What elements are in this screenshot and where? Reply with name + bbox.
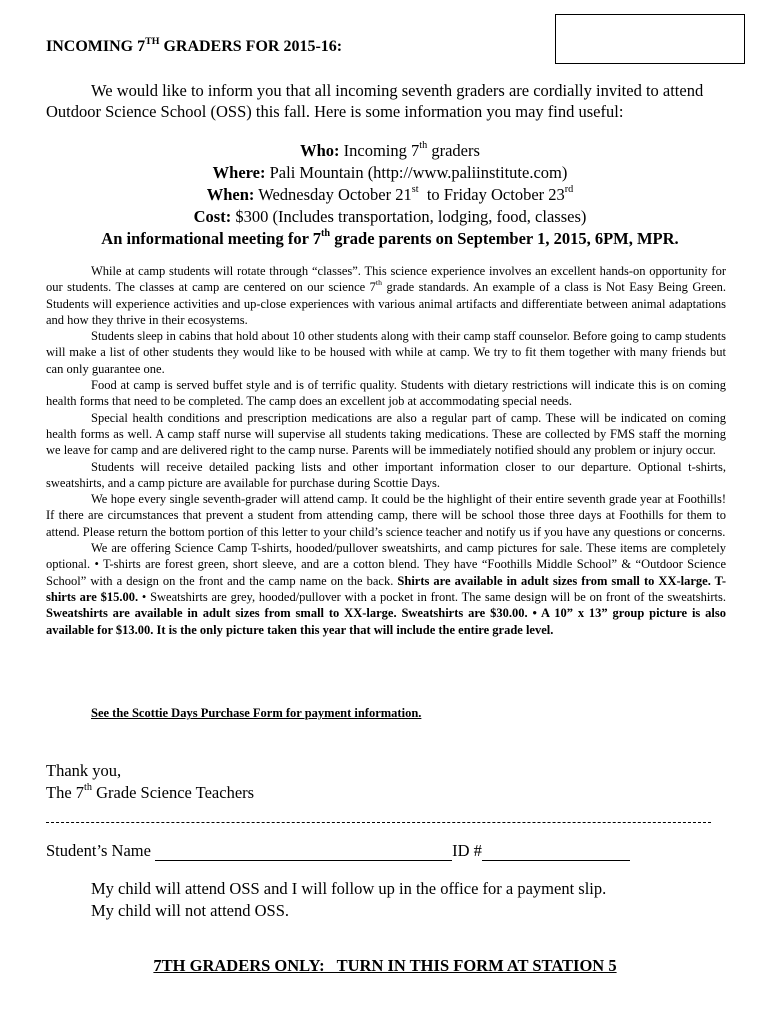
intro-paragraph: We would like to inform you that all incoming seventh graders are cordially invited to attend Outdoor Science School (OSS) this fall. Here is some information you may find useful:	[46, 81, 704, 121]
student-name-label: Student’s Name	[46, 841, 156, 860]
where-line: Where: Pali Mountain (http://www.paliinstitute.com)	[212, 163, 568, 182]
paragraph-food: Food at camp is served buffet style and is of terrific quality. Students with dietary restrictions will indicate this is on coming health forms that need to be completed. The camp does an excellent job at accommodating special needs.	[46, 378, 726, 409]
student-info-line	[46, 841, 630, 861]
choice-not-attend[interactable]: My child will not attend OSS.	[91, 901, 289, 920]
paragraph-merchandise: We are offering Science Camp T-shirts, hooded/pullover sweatshirts, and camp pictures for sale. These items are completely optional. • T-shirts are forest green, short sleeve, and are a cotton blend. They have “Foothills Middle School” & “Outdoor Science School” with a design on the front and the camp name on the back. Shirts are available in adult sizes from small to XX-large. T-shirts are $15.00. • Sweatshirts are grey, hooded/pullover with a pocket in front. The same design will be on front of the sweatshirts. Sweatshirts are available in adult sizes from small to XX-large. Sweatshirts are $30.00. • A 10” x 13” group picture is also available for $13.00. It is the only picture taken this year that will include the entire grade level.	[46, 541, 727, 637]
attendance-choices	[91, 878, 606, 922]
paragraph-cabins: Students sleep in cabins that hold about 10 other students along with their camp staff counselor. Before going to camp students will make a list of other students they would like to be housed with while at camp. We try to fit them together with many friends but can only guarantee one.	[46, 329, 726, 376]
purchase-form-note: See the Scottie Days Purchase Form for payment information.	[91, 706, 422, 720]
cut-line	[46, 822, 711, 823]
student-id-label: ID #	[452, 841, 482, 860]
turn-in-instruction: 7TH GRADERS ONLY: TURN IN THIS FORM AT STATION 5	[153, 956, 617, 975]
choice-attend[interactable]: My child will attend OSS and I will follow up in the office for a payment slip.	[91, 879, 607, 898]
who-line: Who: Incoming 7th graders	[300, 140, 480, 160]
paragraph-health: Special health conditions and prescription medications are also a regular part of camp. These will be indicated on coming health forms as well. A camp staff nurse will supervise all students taking medications. These are collected by FMS staff the morning we leave for camp and are delivered right to the camp nurse. Parents will be immediately notified should any problem or injury occur.	[46, 410, 726, 458]
signoff-signature: The 7th Grade Science Teachers	[46, 782, 255, 802]
event-details	[40, 140, 740, 250]
cost-line: Cost: $300 (Includes transportation, lodging, food, classes)	[193, 207, 587, 226]
page-title: INCOMING 7TH GRADERS FOR 2015-16:	[46, 35, 343, 55]
when-line: When: Wednesday October 21st to Friday October 23rd	[206, 184, 574, 204]
letter-body	[46, 263, 726, 638]
student-name-field[interactable]	[155, 844, 452, 861]
student-id-field[interactable]	[482, 844, 630, 861]
paragraph-classes: While at camp students will rotate through “classes”. This science experience involves an excellent hands-on opportunity for our students. The classes at camp are centered on our science 7th grade standards. An example of a class is Not Easy Being Green. Students will experience activities and up-close experiences with various animal artifacts and differentiate between animal adaptations and how they thrive in their ecosystems.	[46, 264, 726, 327]
meeting-line: An informational meeting for 7th grade parents on September 1, 2015, 6PM, MPR.	[101, 228, 679, 248]
paragraph-attendance: We hope every single seventh-grader will attend camp. It could be the highlight of their entire seventh grade year at Foothills! If there are circumstances that prevent a student from attending camp, there will be school those three days at Foothills for them to attend. Please return the bottom portion of this letter to your child’s science teacher and notify us if you have any questions or concerns.	[46, 492, 726, 539]
signoff	[46, 760, 254, 804]
paragraph-packing: Students will receive detailed packing lists and other important information closer to our departure. Optional t-shirts, sweatshirts, and a camp picture are available for purchase during Scottie Days.	[46, 459, 726, 490]
corner-box	[555, 14, 745, 64]
signoff-thanks: Thank you,	[46, 761, 122, 780]
